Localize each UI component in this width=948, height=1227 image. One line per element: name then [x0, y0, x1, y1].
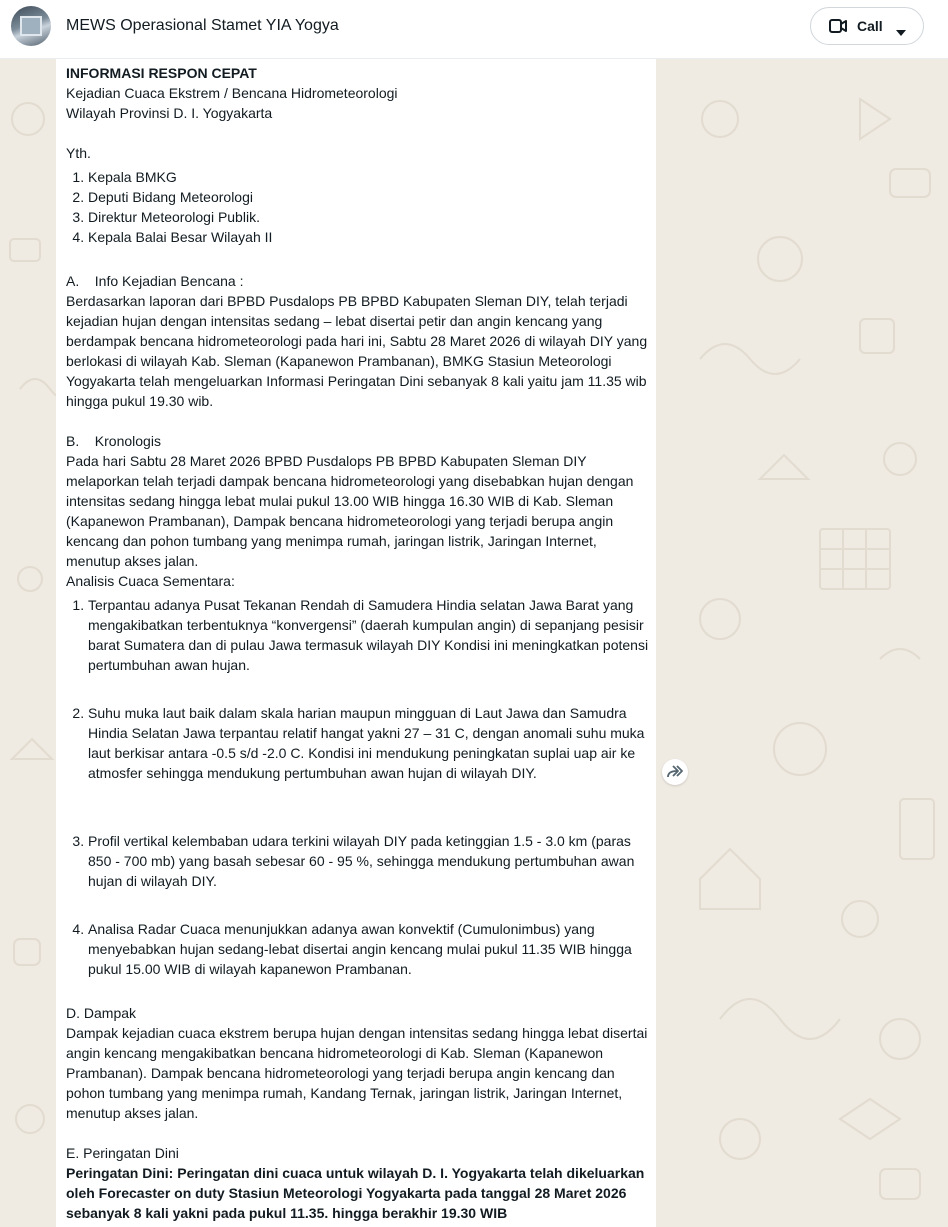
section-e-title: E. Peringatan Dini: [66, 1145, 179, 1161]
message-heading: INFORMASI RESPON CEPAT: [66, 65, 257, 81]
message-subheading: Wilayah Provinsi D. I. Yogyakarta: [66, 105, 273, 121]
section-a-title: A. Info Kejadian Bencana :: [66, 273, 244, 289]
call-label: Call: [857, 18, 883, 34]
chat-header: [0, 0, 948, 59]
list-item: 4. Kepala Balai Besar Wilayah II: [88, 227, 650, 247]
section-d-title: D. Dampak: [66, 1005, 137, 1021]
message-text: [66, 63, 650, 1223]
forward-button[interactable]: [662, 759, 688, 785]
list-item: 1. Kepala BMKG: [88, 167, 650, 187]
analysis-title: Analisis Cuaca Sementara:: [66, 573, 235, 589]
message-bubble: [56, 59, 656, 1227]
list-item: 3. Direktur Meteorologi Publik.: [88, 207, 650, 227]
list-item: 4. Analisa Radar Cuaca menunjukkan adanya awan konvektif (Cumulonimbus) yang menyebabkan hujan sedang-lebat disertai angin kencang mulai pukul 11.35 WIB hingga pukul 15.00 WIB di wilayah kapanewon Prambanan.: [88, 919, 650, 979]
call-button[interactable]: [810, 7, 924, 45]
recipient-list: [66, 167, 650, 247]
analysis-list: [66, 595, 650, 979]
message-subheading: Kejadian Cuaca Ekstrem / Bencana Hidrometeorologi: [66, 85, 398, 101]
list-item: 2. Suhu muka laut baik dalam skala harian maupun mingguan di Laut Jawa dan Samudra Hindia Selatan Jawa terpantau relatif hangat yakni 27 – 31 C, dengan anomali suhu muka laut berkisar antara -0.5 s/d -2.0 C. Kondisi ini mendukung peningkatan suplai uap air ke atmosfer sehingga mendukung pertumbuhan awan hujan di wilayah DIY.: [88, 703, 650, 783]
salutation: Yth.: [66, 145, 91, 161]
section-d-body: Dampak kejadian cuaca ekstrem berupa hujan dengan intensitas sedang hingga lebat disertai angin kencang mengakibatkan bencana hidrometeorologi di Kab. Sleman (Kapanewon Prambanan). Dampak bencana hidrometeorologi yang terjadi berupa angin kencang dan pohon tumbang yang menimpa rumah, Kandang Ternak, jaringan listrik, Jaringan Internet, menutup akses jalan.: [66, 1025, 648, 1121]
section-b-body: Pada hari Sabtu 28 Maret 2026 BPBD Pusdalops PB BPBD Kabupaten Sleman DIY melaporkan telah terjadi dampak bencana hidrometeorologi yang disebabkan hujan dengan intensitas sedang hingga lebat mulai pukul 13.00 WIB hingga 16.30 WIB di Kab. Sleman (Kapanewon Prambanan), Dampak bencana hidrometeorologi yang terjadi berupa angin kencang dan pohon tumbang yang menimpa rumah, jaringan listrik, Jaringan Internet, menutup akses jalan.: [66, 453, 634, 569]
section-b-title: B. Kronologis: [66, 433, 161, 449]
avatar[interactable]: [11, 6, 51, 46]
list-item: 2. Deputi Bidang Meteorologi: [88, 187, 650, 207]
video-camera-icon: [829, 19, 847, 38]
chat-title[interactable]: MEWS Operasional Stamet YIA Yogya: [66, 17, 339, 34]
chevron-down-icon[interactable]: [896, 23, 906, 41]
list-item: 1. Terpantau adanya Pusat Tekanan Rendah di Samudera Hindia selatan Jawa Barat yang mengakibatkan terbentuknya “konvergensi” (daerah kumpulan angin) di sepanjang pesisir barat Sumatera dan di pulau Jawa termasuk wilayah DIY Kondisi ini meningkatkan potensi pertumbuhan awan hujan.: [88, 595, 650, 675]
section-a-body: Berdasarkan laporan dari BPBD Pusdalops PB BPBD Kabupaten Sleman DIY, telah terjadi kejadian hujan dengan intensitas sedang – lebat disertai petir dan angin kencang yang berdampak bencana hidrometeorologi pada hari ini, Sabtu 28 Maret 2026 di wilayah DIY yang berlokasi di wilayah Kab. Sleman (Kapanewon Prambanan), BMKG Stasiun Meteorologi Yogyakarta telah mengeluarkan Informasi Peringatan Dini sebanyak 8 kali yaitu jam 11.35 wib hingga pukul 19.30 wib.: [66, 293, 648, 409]
section-e-body: Peringatan Dini: Peringatan dini cuaca untuk wilayah D. I. Yogyakarta telah dikeluarkan oleh Forecaster on duty Stasiun Meteorologi Yogyakarta pada tanggal 28 Maret 2026 sebanyak 8 kali yakni pada pukul 11.35. hingga berakhir 19.30 WIB: [66, 1165, 645, 1221]
list-item: 3. Profil vertikal kelembaban udara terkini wilayah DIY pada ketinggian 1.5 - 3.0 km (paras 850 - 700 mb) yang basah sebesar 60 - 95 %, sehingga mendukung pertumbuhan awan hujan di wilayah DIY.: [88, 831, 650, 891]
